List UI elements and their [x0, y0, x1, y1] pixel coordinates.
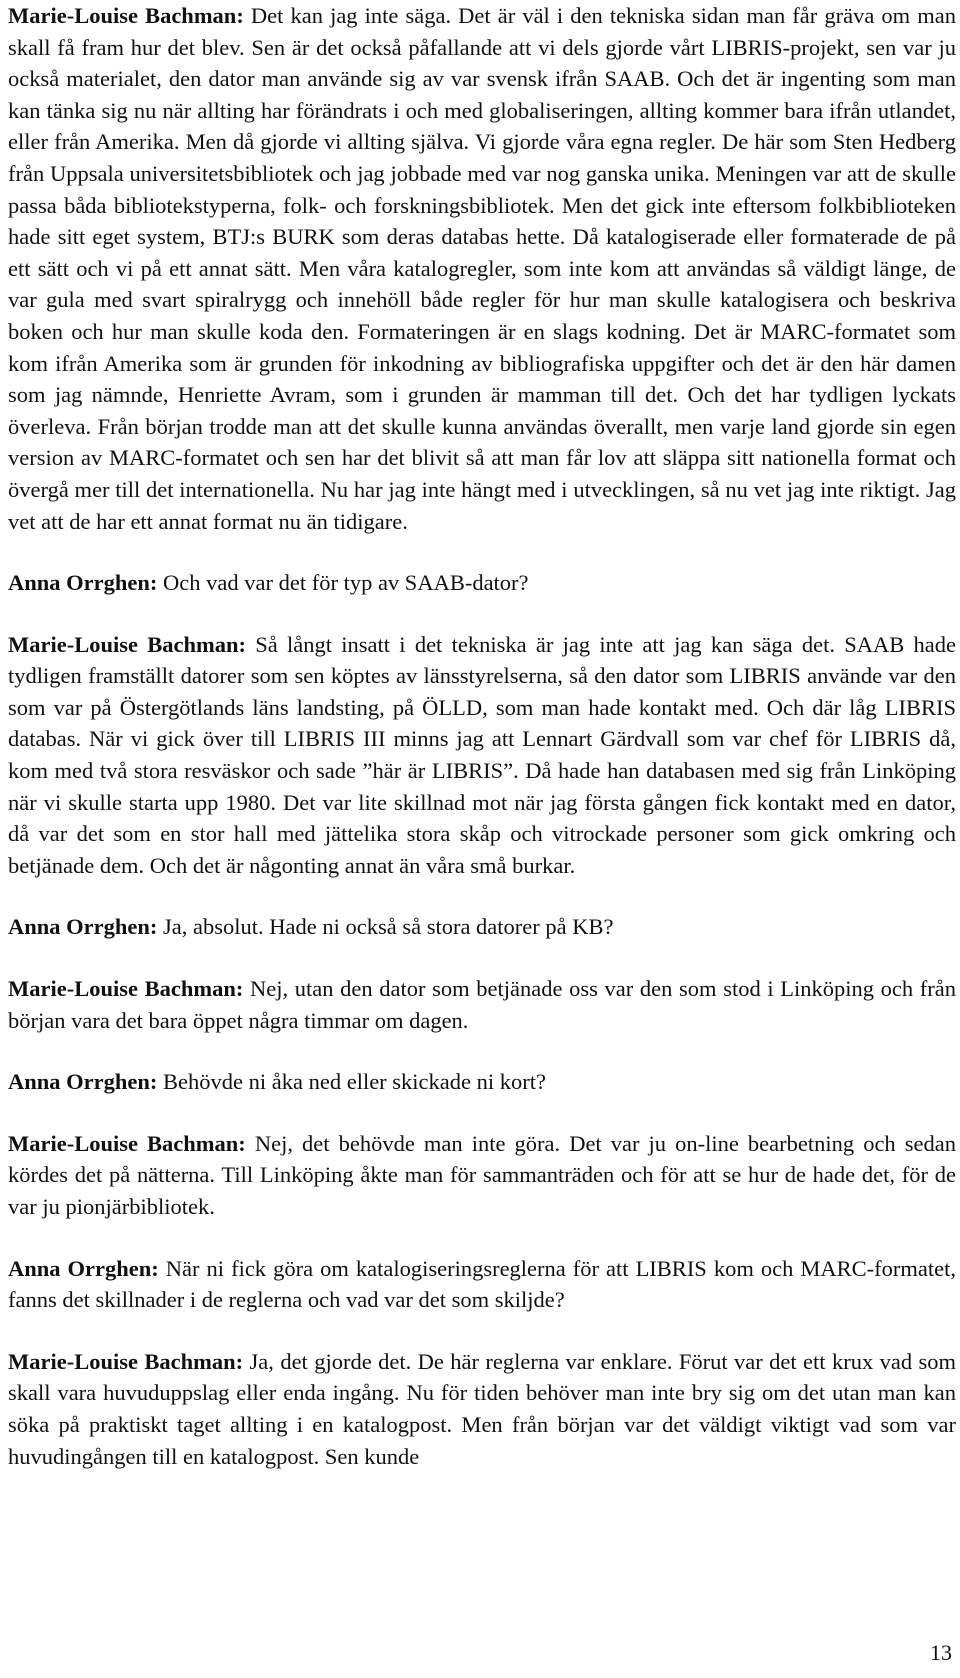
paragraph-text: Ja, absolut. Hade ni också så stora datorer på KB?	[157, 914, 614, 940]
interview-paragraph	[8, 629, 956, 882]
paragraph-text: Behövde ni åka ned eller skickade ni kort?	[157, 1069, 546, 1095]
interview-paragraph	[8, 0, 956, 537]
interview-paragraph	[8, 1066, 956, 1098]
interview-paragraph	[8, 1253, 956, 1316]
interview-paragraph	[8, 973, 956, 1036]
interview-paragraph	[8, 567, 956, 599]
document-page	[8, 0, 956, 1502]
speaker-name: Anna Orrghen:	[8, 914, 158, 940]
paragraph-text: Och vad var det för typ av SAAB-dator?	[157, 570, 529, 596]
speaker-name: Anna Orrghen:	[8, 1069, 158, 1095]
interview-paragraph	[8, 1128, 956, 1223]
speaker-name: Marie-Louise Bachman:	[8, 631, 246, 657]
paragraph-text: Det kan jag inte säga. Det är väl i den tekniska sidan man får gräva om man skall få fram hur det blev. Sen är det också påfallande att vi dels gjorde vårt LIBRIS-projekt, sen var ju också materialet, den dator man använde sig av var svensk ifrån SAAB. Och det är ingenting som man kan tänka sig nu när allting har förändrats i och med globaliseringen, allting kommer bara ifrån utlandet, eller från Amerika. Men då gjorde vi allting själva. Vi gjorde våra egna regler. De här som Sten Hedberg från Uppsala universitetsbibliotek och jag jobbade med var nog ganska unika. Meningen var att de skulle passa båda bibliotekstyperna, folk- och forskningsbibliotek. Men det gick inte eftersom folkbiblioteken hade sitt eget system, BTJ:s BURK som deras databas hette. Då katalogiserade eller formaterade de på ett sätt och vi på ett annat sätt. Men våra katalogregler, som inte kom att användas så väldigt länge, de var gula med svart spiralrygg och innehöll både regler för hur man skulle katalogisera och beskriva boken och hur man skulle koda den. Formateringen är en slags kodning. Det är MARC-formatet som kom ifrån Amerika som är grunden för inkodning av bibliografiska uppgifter och det är den här damen som jag nämnde, Henriette Avram, som i grunden är mamman till det. Och det har tydligen lyckats överleva. Från början trodde man att det skulle kunna användas överallt, men varje land gjorde sin egen version av MARC-formatet och sen har det blivit så att man får lov att släppa sitt nationella format och övergå mer till det internationella. Nu har jag inte hängt med i utvecklingen, så nu vet jag inte riktigt. Jag vet att de har ett annat format nu än tidigare.	[8, 3, 956, 534]
speaker-name: Marie-Louise Bachman:	[8, 976, 244, 1002]
speaker-name: Marie-Louise Bachman:	[8, 1348, 244, 1374]
paragraph-text: Så långt insatt i det tekniska är jag inte att jag kan säga det. SAAB hade tydligen framställt datorer som sen köptes av länsstyrelserna, så den dator som LIBRIS använde var den som var på Östergötlands läns landsting, på ÖLLD, som man hade kontakt med. Och där låg LIBRIS databas. När vi gick över till LIBRIS III minns jag att Lennart Gärdvall som var chef för LIBRIS då, kom med två stora resväskor och sade ”här är LIBRIS”. Då hade han databasen med sig från Linköping när vi skulle starta upp 1980. Det var lite skillnad mot när jag första gången fick kontakt med en dator, då var det som en stor hall med jättelika stora skåp och vitrockade personer som gick omkring och betjänade dem. Och det är någonting annat än våra små burkar.	[8, 631, 956, 878]
speaker-name: Marie-Louise Bachman:	[8, 1130, 246, 1156]
interview-paragraph	[8, 1346, 956, 1472]
paragraph-text: När ni fick göra om katalogiseringsreglerna för att LIBRIS kom och MARC-formatet, fanns det skillnader i de reglerna och vad var det som skiljde?	[8, 1255, 956, 1313]
paragraph-text: Nej, utan den dator som betjänade oss var den som stod i Linköping och från början vara det bara öppet några timmar om dagen.	[8, 976, 956, 1033]
paragraph-text: Nej, det behövde man inte göra. Det var ju on-line bearbetning och sedan kördes det på nätterna. Till Linköping åkte man för sammanträden och för att se hur de hade det, för de var ju pionjärbibliotek.	[8, 1130, 956, 1219]
speaker-name: Anna Orrghen:	[8, 570, 158, 596]
interview-paragraph	[8, 911, 956, 943]
speaker-name: Marie-Louise Bachman:	[8, 3, 244, 28]
speaker-name: Anna Orrghen:	[8, 1255, 159, 1281]
page-number: 13	[930, 1640, 952, 1665]
paragraph-text: Ja, det gjorde det. De här reglerna var enklare. Förut var det ett krux vad som skall vara huvuduppslag eller enda ingång. Nu för tiden behöver man inte bry sig om det utan man kan söka på praktiskt taget allting i en katalogpost. Men från början var det väldigt viktigt vad som var huvudingången till en katalogpost. Sen kunde	[8, 1348, 956, 1469]
